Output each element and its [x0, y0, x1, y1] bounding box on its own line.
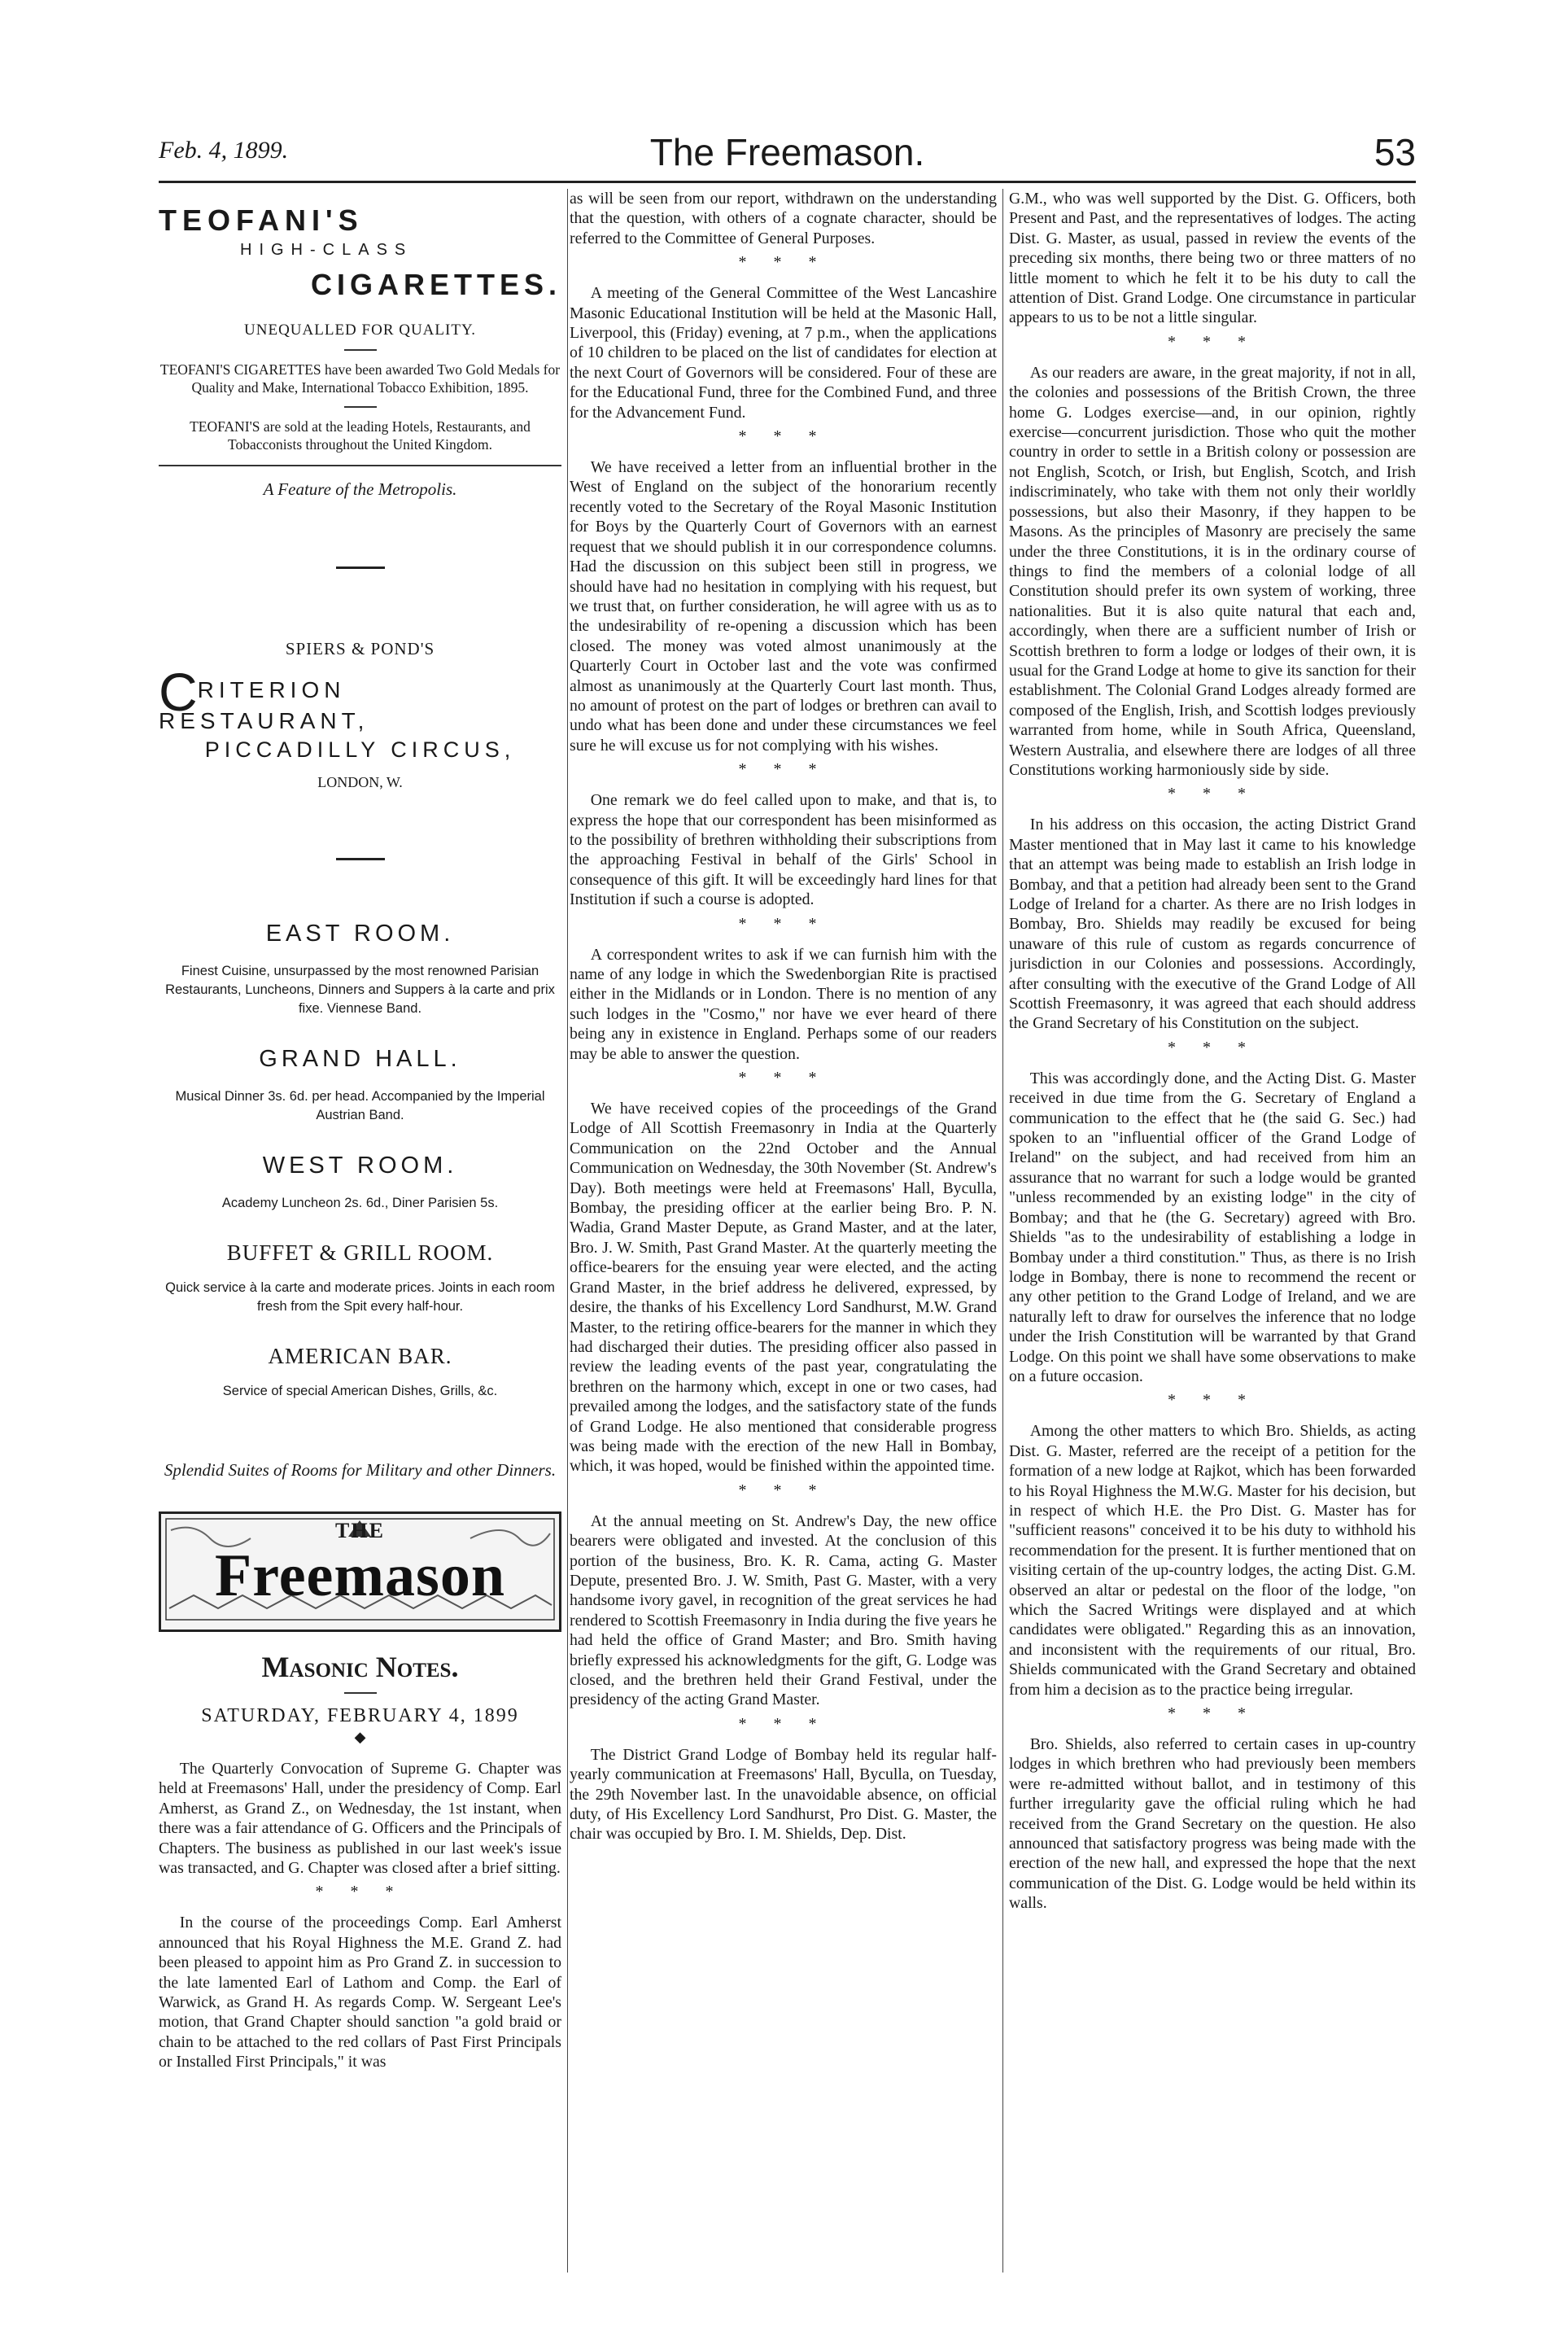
room-description: Academy Luncheon 2s. 6d., Diner Parisien 5s. — [221, 1196, 499, 1210]
article-paragraph: In his address on this occasion, the acting District Grand Master mentioned that in May last it came to his knowledge that an attempt was being made to establish an Irish lodge in Bombay, and that a petition had already been sent to the Grand Lodge of Ireland for a charter. As there are no Irish lodges in Bombay, Bro. Shields may readily be excused for being unaware of this rule of custom as regards concurrence of jurisdiction in our Colonies and possessions. Accordingly, after consulting with the executive of the Grand Lodge of All Scottish Freemasonry, it was agreed that each should address the Grand Secretary of his Constitution on the subject. — [1009, 816, 1416, 1033]
ad-unequalled: UNEQUALLED FOR QUALITY. — [244, 322, 476, 339]
section-stars: * * * — [315, 1883, 405, 1901]
ad-medals: TEOFANI'S CIGARETTES have been awarded Two Gold Medals for Quality and Make, International Tobacco Exhibition, 1895. — [159, 361, 561, 396]
section-stars: * * * — [1168, 1391, 1257, 1410]
column-1 — [159, 189, 561, 2281]
section-date: SATURDAY, FEBRUARY 4, 1899 — [201, 1705, 519, 1726]
teofani-advertisement — [159, 203, 561, 500]
room-title: BUFFET & GRILL ROOM. — [226, 1240, 494, 1265]
masthead-title: Freemason — [215, 1542, 505, 1609]
column-3 — [1009, 189, 1416, 2281]
article-paragraph: Bro. Shields, also referred to certain cases in up-country lodges in which brethren who had previously been members were re-admitted without ballot, and in testimony of this further irregularity gave the official ruling which he had received from the Grand Secretary on the question. He also announced that satisfactory progress was being made with the erection of the new hall, and expressed the hope that the next communication of the Dist. G. Lodge would be held within its walls. — [1009, 1735, 1416, 1913]
article-paragraph: The District Grand Lodge of Bombay held its regular half-yearly communication at Freemasons' Hall, Byculla, on Tuesday, the 29th November last. In the unavoidable absence, on official duty, of His Excellency Lord Sandhurst, Pro Dist. G. Master, the chair was occupied by Bro. I. M. Shields, Dep. Dist. — [570, 1745, 997, 1844]
section-stars: * * * — [738, 1481, 828, 1499]
divider — [344, 406, 377, 408]
section-stars: * * * — [738, 1069, 828, 1087]
section-stars: * * * — [738, 253, 828, 272]
ad-criterion-name — [159, 662, 561, 734]
divider — [336, 567, 385, 569]
section-stars: * * * — [1168, 1704, 1257, 1723]
ad-london: LONDON, W. — [317, 774, 403, 790]
room-description: Finest Cuisine, unsurpassed by the most renowned Parisian Restaurants, Luncheons, Dinners and Suppers à la carte and prix fixe. Viennese Band. — [165, 964, 555, 1016]
article-paragraph: Among the other matters to which Bro. Shields, as acting Dist. G. Master, referred are the receipt of a petition for the formation of a new lodge at Rajkot, which has been forwarded to his Royal Highness the M.W.G. Master for his decision, but in respect of which H.E. the Pro Dist. G. Master has for "sufficient reasons" conceived it to be his duty to withhold his recommendation for the present. It is further mentioned that on visiting certain of the up-country lodges, the acting Dist. G.M. observed an altar or pedestal on the floor of the lodge, "on which the Sacred Writings were displayed and at which candidates were obligated." Regarding this as an innovation, and inconsistent with the requirements of our ritual, Bro. Shields communicated with the Grand Secretary and obtained from him a decision as to the practice being irregular. — [1009, 1422, 1416, 1699]
newspaper-title: The Freemason. — [649, 131, 925, 173]
section-stars: * * * — [1168, 1038, 1257, 1056]
room-title: EAST ROOM. — [265, 921, 455, 947]
column-divider — [1002, 189, 1003, 2273]
ad-cigarettes: CIGARETTES. — [310, 268, 561, 301]
page-number: 53 — [1374, 131, 1416, 173]
section-stars: * * * — [1168, 785, 1257, 803]
section-stars: * * * — [1168, 332, 1257, 351]
article-paragraph: as will be seen from our report, withdrawn on the understanding that the question, with others of a cognate character, should be referred to the Committee of General Purposes. — [570, 190, 997, 247]
room-title: AMERICAN BAR. — [268, 1344, 452, 1368]
masthead-the: THE — [335, 1519, 385, 1542]
ad-rule — [159, 465, 561, 466]
article-paragraph: We have received a letter from an influential brother in the West of England on the subject of the honorarium recently recently voted to the Secretary of the Royal Masonic Institution for Boys by the Quarterly Court of Governors with an earnest request that we should publish it in our correspondence columns. Had the discussion on this subject been still in progress, we should have had no hesitation in complying with his request, but we trust that, on further consideration, he will agree with us as to the undesirability of re-opening a discussion which has been closed. The money was voted almost unanimously at the Quarterly Court in October last and the vote was confirmed almost as unanimously at the Quarterly Court last month. Thus, no amount of protest on the part of lodges or brethren can avail to undo what has been done and under these circumstances we feel sure he will excuse us for not complying with his wishes. — [570, 458, 997, 755]
article-paragraph: In the course of the proceedings Comp. Earl Amherst announced that his Royal Highness the M.E. Grand Z. had been pleased to appoint him as Pro Grand Z. in succession to the late lamented Earl of Lathom and Comp. the Earl of Warwick, as Grand H. As regards Comp. W. Sergeant Lee's motion, that Grand Chapter should sanction "a gold braid or chain to be attached to the red collars of Past First Principals or Installed First Principals," it was — [159, 1914, 561, 2071]
ad-sold: TEOFANI'S are sold at the leading Hotels, Restaurants, and Tobacconists throughout the United Kingdom. — [190, 418, 531, 453]
article-paragraph: A meeting of the General Committee of the West Lancashire Masonic Educational Institution will be held at the Masonic Hall, Liverpool, this (Friday) evening, at 7 p.m., when the applications of 10 children to be placed on the list of candidates for election at the next Court of Governors will be considered. Four of these are for the Educational Fund, three for the Combined Fund, and three for the Advancement Fund. — [570, 284, 997, 422]
page-header — [159, 130, 1416, 179]
section-heading: Masonic Notes. — [261, 1651, 459, 1683]
header-rule — [159, 181, 1416, 183]
ad-brand: TEOFANI'S — [159, 203, 364, 237]
ad-high-class: HIGH-CLASS — [240, 241, 413, 259]
room-description: Service of special American Dishes, Grills, &c. — [222, 1384, 498, 1398]
section-stars: * * * — [738, 1714, 828, 1733]
divider — [344, 349, 377, 351]
section-stars: * * * — [738, 427, 828, 446]
ad-splendid: Splendid Suites of Rooms for Military and other Dinners. — [164, 1460, 557, 1480]
article-paragraph: G.M., who was well supported by the Dist. G. Officers, both Present and Past, and the representatives of lodges. The acting Dist. G. Master, as usual, passed in review the events of the preceding six months, there being two or three matters of no little moment to which he felt it to be his duty to call the attention of Dist. Grand Lodge. One circumstance in particular appears to us to be not a little singular. — [1009, 190, 1416, 327]
room-title: WEST ROOM. — [262, 1153, 458, 1179]
section-stars: * * * — [738, 760, 828, 779]
ornament-rule: ◆ — [354, 1729, 366, 1745]
ad-piccadilly: PICCADILLY CIRCUS, — [204, 737, 516, 762]
ad-feature: A Feature of the Metropolis. — [263, 479, 457, 499]
criterion-advertisement — [159, 639, 561, 1482]
section-stars: * * * — [738, 914, 828, 933]
room-description: Musical Dinner 3s. 6d. per head. Accompanied by the Imperial Austrian Band. — [175, 1089, 545, 1122]
article-paragraph: We have received copies of the proceedings of the Grand Lodge of All Scottish Freemasonry in India at the Quarterly Communication on the 22nd October and the Annual Communication on Wednesday, the 30th November (St. Andrew's Day). Both meetings were held at Freemasons' Hall, Byculla, Bombay, the presiding officer at the earlier being Bro. P. N. Wadia, Grand Master Depute, as Grand Master, and at the later, Bro. J. W. Smith, Past Grand Master. At the quarterly meeting the office-bearers for the ensuing year were elected, and the acting Grand Master, in the brief address he delivered, expressed, by desire, the thanks of his Excellency Lord Sandhurst, M.W. Grand Master, to the retiring office-bearers for the manner in which they had discharged their duties. The presiding officer also passed in review the leading events of the past year, congratulating the brethren on the harmony which, except in one or two cases, had prevailed among the lodges, and the satisfactory state of the funds of Grand Lodge. He also mentioned that considerable progress was being made with the erection of the new Hall in Bombay, which, it was hoped, would be finished within the appointed time. — [570, 1100, 997, 1476]
article-paragraph: One remark we do feel called upon to make, and that is, to express the hope that our correspondent has been misinformed as to the possibility of brethren withholding their subscriptions from the approaching Festival in behalf of the Girls' School in consequence of this gift. It will be exceedingly hard lines for that Institution if such a course is adopted. — [570, 791, 997, 909]
article-paragraph: As our readers are aware, in the great majority, if not in all, the colonies and possessions of the British Crown, the three home G. Lodges exercise—and, in our opinion, rightly exercise—concurrent jurisdiction. Those who quit the mother country in order to settle in a British colony or possession are not English, Scotch, or Irish, but English, Scotch, and Irish indiscriminately, who take with them not only their worldly possessions, but also their Masonry, if they happen to be Masons. As the principles of Masonry are precisely the same under the three Constitutions, it is in the ordinary course of things to find the members of a colonial lodge of all Constitution should prefer its own system of working, three nationalities. But it is also quite natural that each and, accordingly, when there are a sufficient number of Irish or Scottish brethren to form a lodge or lodges of their own, it is usual for the Grand Lodge at home to give its sanction for their establishment. The Colonial Grand Lodges already formed are composed of the English, Irish, and Scottish lodges previously warranted from home, while in South Africa, Queensland, Western Australia, and elsewhere there are lodges of all three Constitutions working harmoniously side by side. — [1009, 363, 1416, 779]
divider — [344, 1692, 377, 1694]
room-title: GRAND HALL. — [259, 1046, 461, 1072]
freemason-masthead — [159, 1511, 561, 1632]
article-paragraph: At the annual meeting on St. Andrew's Day, the new office bearers were obligated and invested. At the conclusion of this portion of the business, Bro. K. R. Cama, acting G. Master Depute, presented Bro. J. W. Smith, Past G. Master, with a very handsome ivory gavel, in recognition of the great services he had rendered to Scottish Freemasonry in India during the five years he had held the office of Grand Master; and Bro. Smith having briefly expressed his acknowledgments for the gift, G. Lodge was closed, and the brethren held their Grand Festival, under the presidency of the acting Grand Master. — [570, 1511, 997, 1709]
column-2 — [570, 189, 997, 2281]
column-divider — [567, 189, 568, 2273]
divider — [336, 858, 385, 860]
room-description: Quick service à la carte and moderate prices. Joints in each room fresh from the Spit every half-hour. — [165, 1280, 555, 1314]
ad-spiers: SPIERS & POND'S — [285, 639, 435, 658]
article-paragraph: The Quarterly Convocation of Supreme G. Chapter was held at Freemasons' Hall, under the presidency of Comp. Earl Amherst, as Grand Z., on Wednesday, the 1st instant, when there was a fair attendance of G. Officers and the Principals of Chapters. The business as published in our last week's issue was transacted, and G. Chapter was closed after a brief sitting. — [159, 1760, 561, 1878]
article-paragraph: This was accordingly done, and the Acting Dist. G. Master received in due time from the G. Secretary of England a communication to the effect that he (the said G. Sec.) had spoken to an "influential officer of the Grand Lodge of Ireland" on the subject, and had received from him an assurance that no warrant for such a lodge would be granted "unless recommended by an existing lodge" in the city of Bombay; and that he (the G. Secretary) agreed with Bro. Shields "as to the undesirability of establishing a lodge in Bombay under a third constitution." Thus, as there is no Irish lodge in Bombay, there is none to recommend the recent or any other petition to the Grand Lodge of Ireland, and we are naturally left to draw for ourselves the inference that no lodge under the Irish Constitution will be warranted by that Grand Lodge. On this point we shall have some observations to make on a future occasion. — [1009, 1069, 1416, 1385]
issue-date: Feb. 4, 1899. — [159, 137, 289, 164]
ad-criterion-rest: RITERION RESTAURANT, — [159, 677, 369, 733]
drop-cap: C — [159, 662, 198, 722]
article-paragraph: A correspondent writes to ask if we can furnish him with the name of any lodge in which the Swedenborgian Rite is practised either in the Midlands or in London. There is no mention of any such lodges in the "Cosmo," nor have we ever heard of there being any in existence in England. Perhaps some of our readers may be able to answer the question. — [570, 945, 997, 1063]
